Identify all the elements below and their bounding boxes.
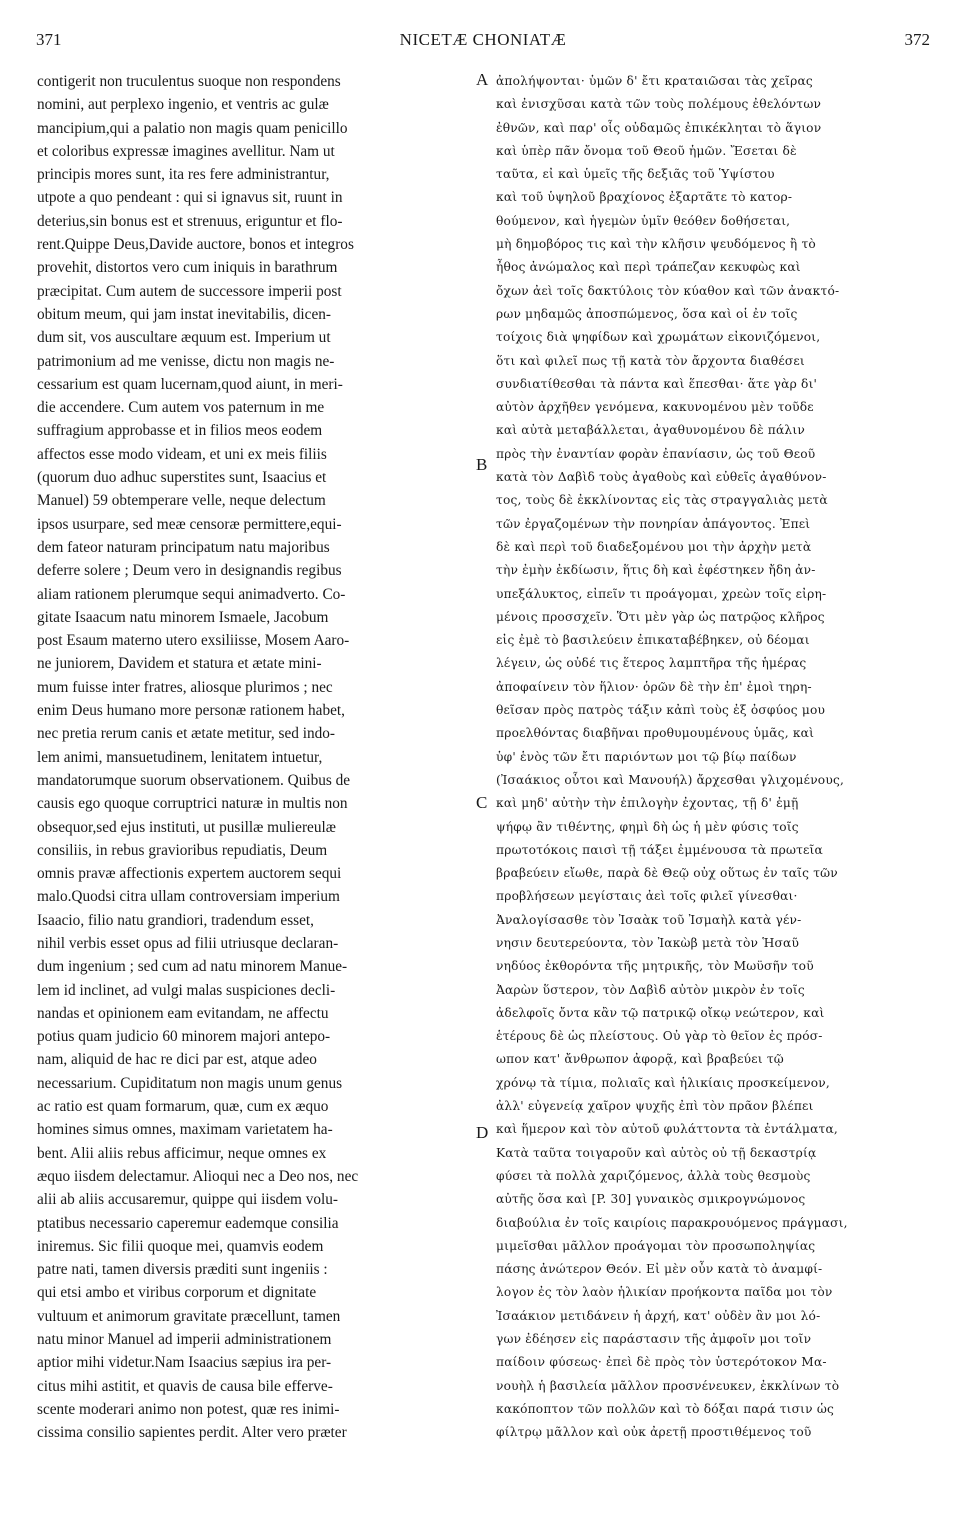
greek-text-line: κακόποπτον τῶν πολλῶν καὶ τὸ δόξαι παρά τισιν ὡς: [496, 1401, 835, 1416]
latin-text-line: lem id inclinet, ad vulgi malas suspiciones decli-: [37, 981, 336, 999]
greek-text-line: καὶ τοῦ ὑψηλοῦ βραχίονος ἐξαρτᾶτε τὸ κατορ-: [496, 190, 793, 205]
greek-text-line: ἦθος ἀνώμαλος καὶ περὶ τράπεζαν κεκυφὼς καὶ: [496, 260, 801, 275]
greek-text-line: τῶν ἐργαζομένων τὴν πονηρίαν ἀπάγοντος. Ἐπεὶ: [496, 516, 811, 531]
greek-text-line: παίδοιν φύσεως· ἐπεὶ δὲ πρὸς τὸν ὑστερότοκον Μα-: [496, 1355, 827, 1370]
latin-text-line: æquo iisdem delectamur. Alioqui nec a Deo nos, nec: [37, 1167, 359, 1185]
greek-text-line: ψήφῳ ἂν τιθέντης, φημὶ δὴ ὡς ἡ μὲν φύσις τοῖς: [496, 819, 799, 834]
latin-text-line: ac ratio est quam formarum, quæ, cum ex æquo: [37, 1098, 329, 1116]
greek-text-line: ρων μηδαμῶς ἀποσπώμενος, ὅσα καὶ οἱ ἐν τοῖς: [496, 306, 798, 321]
greek-text-line: λέγειν, ὡς οὐδέ τις ἕτερος λαμπτῆρα τῆς ἡμέρας: [496, 656, 807, 671]
page-number-left: 371: [36, 30, 62, 49]
greek-text-line: φύσει τὰ πολλὰ χαριζόμενος, ἀλλὰ τοὺς θεσμοὺς: [496, 1168, 811, 1183]
greek-text-line: πρωτοτόκοις παισὶ τῇ τάξει ἐμμένουσα τὰ πρωτεῖα: [496, 842, 823, 857]
greek-text-line: υπεξάλυκτος, εἰπεῖν τι προάγομαι, χρεὼν τοῖς εἰρη-: [496, 586, 827, 601]
greek-text-line: θούμενον, καὶ ἡγεμὼν ὑμῖν θεόθεν δοθήσεται,: [496, 213, 791, 228]
latin-text-line: scente moderari animo non potest, quæ res inimi-: [37, 1400, 340, 1418]
latin-text-line: malo.Quodsi citra ullam controversiam imperium: [37, 888, 340, 906]
greek-text-line: αὐτὸν ἀρχῆθεν γενόμενα, κακυνομένου μὲν τοῦδε: [496, 400, 814, 415]
latin-text-line: contigerit non truculentus suoque non respondens: [37, 73, 341, 90]
greek-text-line: Ἀναλογίσασθε τὸν Ἰσαὰκ τοῦ Ἰσμαὴλ κατὰ γέν-: [496, 912, 802, 927]
greek-text-line: ἑτέρους δὲ ὡς πλείστους. Οὐ γὰρ τὸ θεῖον ἐς πρόσ-: [496, 1029, 823, 1044]
latin-text-line: cessarium est quam lucernam,quod aiunt, in meri-: [37, 375, 343, 393]
latin-text-line: mancipium,qui a palatio non magis quam penicillo: [37, 119, 348, 137]
latin-text-line: consiliis, in rebus gravioribus repudiatis, Deum: [37, 841, 328, 859]
greek-text-line: Κατὰ ταῦτα τοιγαροῦν καὶ αὐτὸς οὐ τῇ δεκαστρίᾳ: [496, 1145, 817, 1160]
greek-text-line: Ἀαρὼν ὕστερον, τὸν Δαβὶδ αὐτὸν μικρὸν ἐν τοῖς: [496, 982, 805, 997]
greek-text-line: πρὸς τὴν ἐναντίαν φορὰν ἐπανίασιν, ὡς τοῦ Θεοῦ: [496, 446, 816, 461]
greek-text-line: φίλτρῳ μᾶλλον καὶ οὐκ ἀρετῇ προστιθέμενος τοῦ: [496, 1425, 812, 1440]
latin-text-line: citus mihi astitit, et quavis de causa bile efferve-: [37, 1377, 333, 1395]
latin-text-line: deterius,sin bonus est et strenuus, eriguntur et flo-: [37, 212, 343, 230]
section-marker-b: B: [476, 455, 488, 474]
latin-text-line: iniremus. Sic filii quoque mei, quamvis eodem: [37, 1237, 324, 1255]
greek-text-line: μὴ δημοβόρος τις καὶ τὴν κλῆσιν ψευδόμενος ἢ τὸ: [496, 237, 816, 252]
latin-text-line: mum fuisse inter fratres, aliosque plurimos ; nec: [37, 678, 333, 696]
latin-text-line: utpote a quo pendeant : qui si ignavus sit, ruunt in: [37, 189, 343, 207]
latin-text-line: patrimonium ad me venisse, dictu non magis ne-: [37, 352, 335, 370]
greek-text-line: ὅτι καὶ φιλεῖ πως τῇ κατὰ τὸν ἄρχοντα διαθέσει: [496, 353, 805, 368]
latin-text-line: aptior mihi videtur.Nam Isaacius sæpius ira per-: [37, 1354, 332, 1372]
latin-text-line: vultuum et animorum gravitate præcellunt, tamen: [37, 1307, 341, 1325]
latin-text-line: dem fateor naturam principatum natu majoribus: [37, 538, 330, 556]
latin-text-line: obitum meum, qui jam instat inevitabilis, dicen-: [37, 305, 331, 323]
latin-text-line: principis mores sunt, ita res fere administrantur,: [37, 166, 330, 184]
latin-text-line: obsequor,sed ejus instituti, ut pusillæ muliereulæ: [37, 818, 336, 836]
page-number-right: 372: [904, 30, 930, 49]
greek-text-line: ἀπολήψονται· ὑμῶν δ' ἔτι κραταιῶσαι τὰς χεῖρας: [496, 74, 813, 88]
latin-text-line: nec pretia rerum canis et ætate metitur, sed indo-: [37, 725, 335, 743]
greek-text-line: ἐθνῶν, καὶ παρ' οἷς οὐδαμῶς ἐπικέκληται τὸ ἅγιον: [496, 120, 822, 135]
latin-text-line: qui etsi ambo et viribus corporum et dignitate: [37, 1284, 317, 1302]
greek-text-line: διαβούλια ἐν τοῖς καιρίοις παρακρουόμενος πράγμασι,: [496, 1215, 848, 1230]
greek-text-line: τος, τοὺς δὲ ἐκκλίνοντας εἰς τὰς στραγγαλιὰς μετὰ: [496, 493, 828, 508]
latin-text-line: lem animi, mansuetudinem, lenitatem intuetur,: [37, 748, 323, 766]
greek-text-line: καὶ ὑπὲρ πᾶν ὄνομα τοῦ Θεοῦ ἡμῶν. Ἔσεται δὲ: [496, 143, 797, 158]
latin-text-line: gitate Isaacum natu minorem Ismaele, Jacobum: [37, 608, 329, 626]
latin-text-line: suffragium approbasse et in filios meos eodem: [37, 422, 323, 440]
greek-text-line: προελθόντας διαβῆναι προθυμουμένους ὑμᾶς, καὶ: [496, 726, 815, 741]
greek-text-line: βραβεύειν εἴωθε, παρὰ δὲ Θεῷ οὐχ οὕτως ἐν ταῖς τῶν: [496, 866, 838, 881]
greek-text-line: ωπον κατ' ἄνθρωπον ἀφορᾷ, καὶ βραβεύει τῷ: [496, 1052, 784, 1067]
latin-text-line: bent. Alii aliis rebus afficimur, neque omnes ex: [37, 1144, 327, 1162]
greek-text-line: τοίχοις διὰ ψηφίδων καὶ χρωμάτων εἰκονιζόμενοι,: [496, 330, 821, 345]
latin-text-line: dum sit, vos auscultare æquum est. Imperium ut: [37, 329, 331, 347]
greek-text-line: καὶ αὐτὰ μεταβάλλεται, ἀγαθυνομένου δὲ πάλιν: [496, 423, 805, 438]
greek-text-line: νηδύος ἐκθορόντα τῆς μητρικῆς, τὸν Μωϋσῆν τοῦ: [496, 959, 814, 974]
greek-text-line: προβλήσεων μεγίσταις ἀεὶ τοῖς φιλεῖ γίνεσθαι·: [496, 889, 798, 904]
latin-text-line: et coloribus expressæ imagines avellitur. Nam ut: [37, 142, 335, 160]
latin-text-line: præcipitat. Cum autem de successore imperii post: [37, 282, 342, 300]
greek-text-line: δὲ καὶ περὶ τοῦ διαδεξομένου μοι τὴν ἀρχὴν μετὰ: [496, 539, 812, 554]
latin-text-line: enim Deus humano more personæ rationem habet,: [37, 702, 345, 720]
greek-text-line: νουὴλ ἡ βασιλεία μᾶλλον προσνένευκεν, ἐκκλίνων τὸ: [496, 1378, 840, 1393]
section-marker-a: A: [476, 70, 489, 89]
greek-text-line: ὄχων ἀεὶ τοῖς δακτύλοις τὸν κύαθον καὶ τῶν ἀνακτό-: [496, 283, 840, 298]
latin-text-line: Isaacio, filio natu grandiori, tradendum esset,: [37, 911, 314, 929]
greek-text-line: νησιν δευτερεύοντα, τὸν Ἰακὼβ μετὰ τὸν Ἡσαῦ: [496, 935, 800, 950]
latin-text-line: deferre solere ; Deum vero in designandis regibus: [37, 562, 342, 580]
section-marker-c: C: [476, 793, 488, 812]
latin-text-line: potius quam judicio 60 minorem majori antepo-: [37, 1028, 331, 1046]
latin-text-line: aliam rationem plerumque sequi animadverto. Co-: [37, 585, 346, 603]
greek-text-line: ταῦτα, εἰ καὶ ὑμεῖς τῆς δεξιᾶς τοῦ Ὑψίστου: [496, 167, 775, 182]
latin-text-line: omnis pravæ affectionis expertem auctorem sequi: [37, 865, 342, 883]
greek-text-line: μένοις προσσχεῖν. Ὅτι μὲν γὰρ ὡς πατρῷος κλῆρος: [496, 609, 825, 624]
greek-text-line: καὶ ἥμερον καὶ τὸν αὐτοῦ φυλάττοντα τὰ ἐντάλματα,: [496, 1122, 838, 1137]
latin-text-line: rent.Quippe Deus,Davide auctore, bonos et integros: [37, 236, 354, 254]
page-header: [36, 30, 930, 56]
latin-text-line: nomini, aut perplexo ingenio, et ventris ac gulæ: [37, 96, 329, 114]
greek-text-line: ἀλλ' εὐγενείᾳ χαῖρον ψυχῆς ἐπὶ τὸν πρᾶον βλέπει: [496, 1099, 814, 1114]
greek-text-line: γων ἐδέησεν εἰς παράστασιν τῆς ἀμφοῖν μοι τοῖν: [496, 1332, 812, 1347]
greek-text-line: συνδιατίθεσθαι τὰ πάντα καὶ ἕπεσθαι· ἅτε γὰρ δι': [496, 376, 818, 391]
latin-text-line: affectos esse modo videam, et uni ex meis filiis: [37, 445, 327, 463]
greek-text-line: κατὰ τὸν Δαβὶδ τοὺς ἀγαθοὺς καὶ εὐθεῖς ἀγαθύνον-: [496, 470, 827, 485]
latin-text-line: natu minor Manuel ad imperii administrationem: [37, 1331, 332, 1349]
latin-text-line: (quorum duo adhuc superstites sunt, Isaacius et: [37, 469, 327, 487]
greek-text-line: τὴν ἐμὴν ἐκδίωσιν, ἥτις δὴ καὶ ἐφέστηκεν ἤδη ἀν-: [496, 563, 816, 578]
running-title: NICETÆ CHONIATÆ: [399, 30, 567, 49]
greek-text-line: καὶ ἐνισχῦσαι κατὰ τῶν τοὺς πολέμους ἐθελόντων: [496, 97, 822, 112]
latin-text-line: ne juniorem, Davidem et statura et ætate mini-: [37, 655, 322, 673]
latin-text-line: mandatorumque suorum observationem. Quibus de: [37, 771, 351, 789]
greek-text-line: λογον ἐς τὸν λαὸν ἡλικίαν προήκοντα παῖδα μοι τὸν: [496, 1285, 833, 1300]
latin-text-line: causis ego quoque corruptrici naturæ in multis non: [37, 795, 348, 813]
latin-text-line: provehit, distortos vero cum iniquis in barathrum: [37, 259, 338, 277]
greek-text-line: αὐτῆς ὅσα καὶ [P. 30] γυναικὸς σμικρογνώμονος: [496, 1192, 806, 1207]
latin-text-line: dum ingenium ; sed cum ad natu minorem Manue-: [37, 958, 348, 976]
greek-text-line: πάσης ἀνώτερον Θεόν. Εἰ μὲν οὖν κατὰ τὸ ἀναμφί-: [496, 1262, 823, 1277]
greek-text-line: ὑφ' ἑνὸς τῶν ἔτι παριόντων μοι τῷ βίῳ παίδων: [496, 749, 797, 764]
greek-text-line: χρόνῳ τὰ τίμια, πολιαῖς καὶ ἡλικίαις προσκείμενον,: [496, 1075, 830, 1090]
latin-text-line: ptatibus necessario caperemur eademque consilia: [37, 1214, 339, 1232]
greek-text-line: (Ἰσαάκιος οὗτοι καὶ Μανουήλ) ἄρχεσθαι γλιχομένους,: [496, 772, 845, 787]
latin-text-line: necessarium. Cupiditatum non magis unum genus: [37, 1074, 343, 1092]
latin-text-line: homines simus omnes, maximam varietatem ha-: [37, 1121, 333, 1139]
latin-text-line: alii ab aliis accusaremur, quippe qui iisdem volu-: [37, 1191, 338, 1209]
greek-text-line: ἀποφαίνειν τὸν ἥλιον· ὁρῶν δὲ τὴν ἐπ' ἐμοὶ τηρη-: [496, 679, 812, 694]
greek-text-line: μιμεῖσθαι μᾶλλον προάγομαι τὸν προσωποληψίας: [496, 1238, 816, 1253]
greek-text-line: Ἰσαάκιον μετιδάνειν ἡ ἀρχή, κατ' οὐδὲν ἂν μοι λό-: [496, 1308, 821, 1323]
greek-text-line: θεῖσαν πρὸς πατρὸς τάξιν κἀπὶ τοὺς ἐξ ὀσφύος μου: [496, 703, 826, 718]
section-marker-d: D: [476, 1123, 489, 1142]
latin-text-line: Manuel) 59 obtemperare velle, neque delectum: [37, 492, 326, 510]
latin-text-line: cissima consilio sapientes perdit. Alter vero præter: [37, 1424, 347, 1442]
greek-text-line: ἀδελφοῖς ὄντα κἂν τῷ πατρικῷ οἴκῳ νεώτερον, καὶ: [496, 1005, 825, 1020]
greek-text-line: εἰς ἐμὲ τὸ βασιλεύειν ἐπικαταβέβηκεν, οὐ δέομαι: [496, 633, 810, 648]
greek-column: [496, 70, 930, 1445]
latin-text-line: ipsos usurpare, sed meæ censoræ permittere,equi-: [37, 515, 342, 533]
greek-text-line: καὶ μηδ' αὐτὴν τὴν ἐπιλογὴν ἐχοντας, τῇ δ' ἐμῇ: [496, 796, 799, 811]
latin-text-line: nihil verbis esset opus ad filii utriusque declaran-: [37, 934, 339, 952]
latin-text-line: post Esaum materno utero exsiliisse, Mosem Aaro-: [37, 632, 350, 650]
latin-column: [37, 70, 471, 1445]
latin-text-line: nandas et opinionem eam evitandam, ne affectu: [37, 1004, 329, 1022]
latin-text-line: patre nati, tamen diversis præditi sunt ingeniis :: [37, 1261, 328, 1279]
latin-text-line: nam, aliquid de hac re dici par est, atque adeo: [37, 1051, 317, 1069]
latin-text-line: die accendere. Cum autem vos paternum in me: [37, 399, 325, 417]
